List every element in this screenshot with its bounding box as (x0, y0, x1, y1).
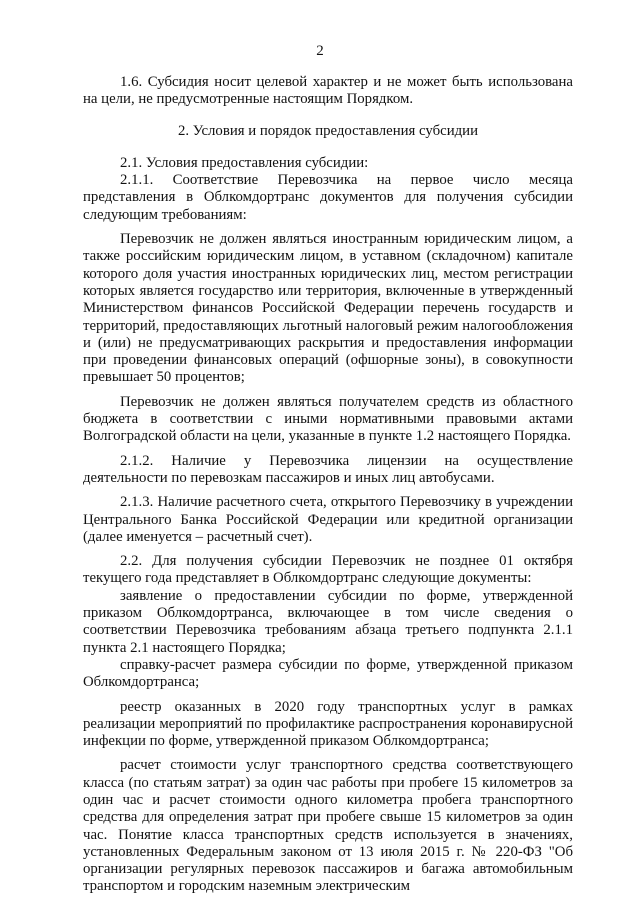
paragraph-foreign-entity: Перевозчик не должен являться иностранным юридическим лицом, а также российским юридическим лицом, в уставном (складочном) капитале которого доля участия иностранных юридических лиц, местом регистрации которых является государство или территория, включенные в утвержденный Министерством финансов Российской Федерации перечень государств и территорий, предоставляющих льготный налоговый режим налогообложения и (или) не предусматривающих раскрытия и предоставления информации при проведении финансовых операций (офшорные зоны), в совокупности превышает 50 процентов; (83, 231, 573, 386)
paragraph-2-2: 2.2. Для получения субсидии Перевозчик не позднее 01 октября текущего года представляет в Облкомдортранс следующие документы: (83, 553, 573, 587)
paragraph-2-1-3: 2.1.3. Наличие расчетного счета, открытого Перевозчику в учреждении Центрального Банка Российской Федерации или кредитной организации (далее именуется – расчетный счет). (83, 494, 573, 545)
paragraph-calculation-certificate: справку-расчет размера субсидии по форме, утвержденной приказом Облкомдортранса; (83, 656, 573, 691)
paragraph-2-1-1: 2.1.1. Соответствие Перевозчика на первое число месяца представления в Облкомдортранс документов для получения субсидии следующим требованиям: (83, 172, 573, 223)
page-number: 2 (316, 43, 324, 59)
document-body (83, 74, 573, 896)
section-heading: 2. Условия и порядок предоставления субсидии (177, 122, 479, 139)
paragraph-registry: реестр оказанных в 2020 году транспортных услуг в рамках реализации мероприятий по профилактике распространения коронавирусной инфекции по форме, утвержденной приказом Облкомдортранса; (83, 698, 573, 750)
paragraph-budget-recipient: Перевозчик не должен являться получателем средств из областного бюджета в соответствии с иными нормативными правовыми актами Волгоградской области на цели, указанные в пункте 1.2 настоящего Порядка. (83, 393, 573, 445)
paragraph-application: заявление о предоставлении субсидии по форме, утвержденной приказом Облкомдортранса, включающее в том числе сведения о соответствии Перевозчика требованиям абзаца третьего подпункта 2.1.1 пункта 2.1 настоящего Порядка; (83, 587, 573, 656)
paragraph-2-1: 2.1. Условия предоставления субсидии: (120, 154, 369, 171)
paragraph-2-1-2: 2.1.2. Наличие у Перевозчика лицензии на осуществление деятельности по перевозкам пассажиров и иных лиц автобусами. (83, 452, 573, 486)
paragraph-1-6: 1.6. Субсидия носит целевой характер и не может быть использована на цели, не предусмотренные настоящим Порядком. (83, 74, 573, 108)
paragraph-cost-calculation: расчет стоимости услуг транспортного средства соответствующего класса (по статьям затрат) за один час работы при пробеге 15 километров за один час и расчет стоимости одного километра пробега транспортного средства для определения затрат при пробеге свыше 15 километров за один час. Понятие класса транспортных средств используется в значениях, установленных Федеральным законом от 13 июля 2015 г. № 220-ФЗ "Об организации регулярных перевозок пассажиров и багажа автомобильным транспортом и городским наземным электрическим (83, 757, 573, 895)
